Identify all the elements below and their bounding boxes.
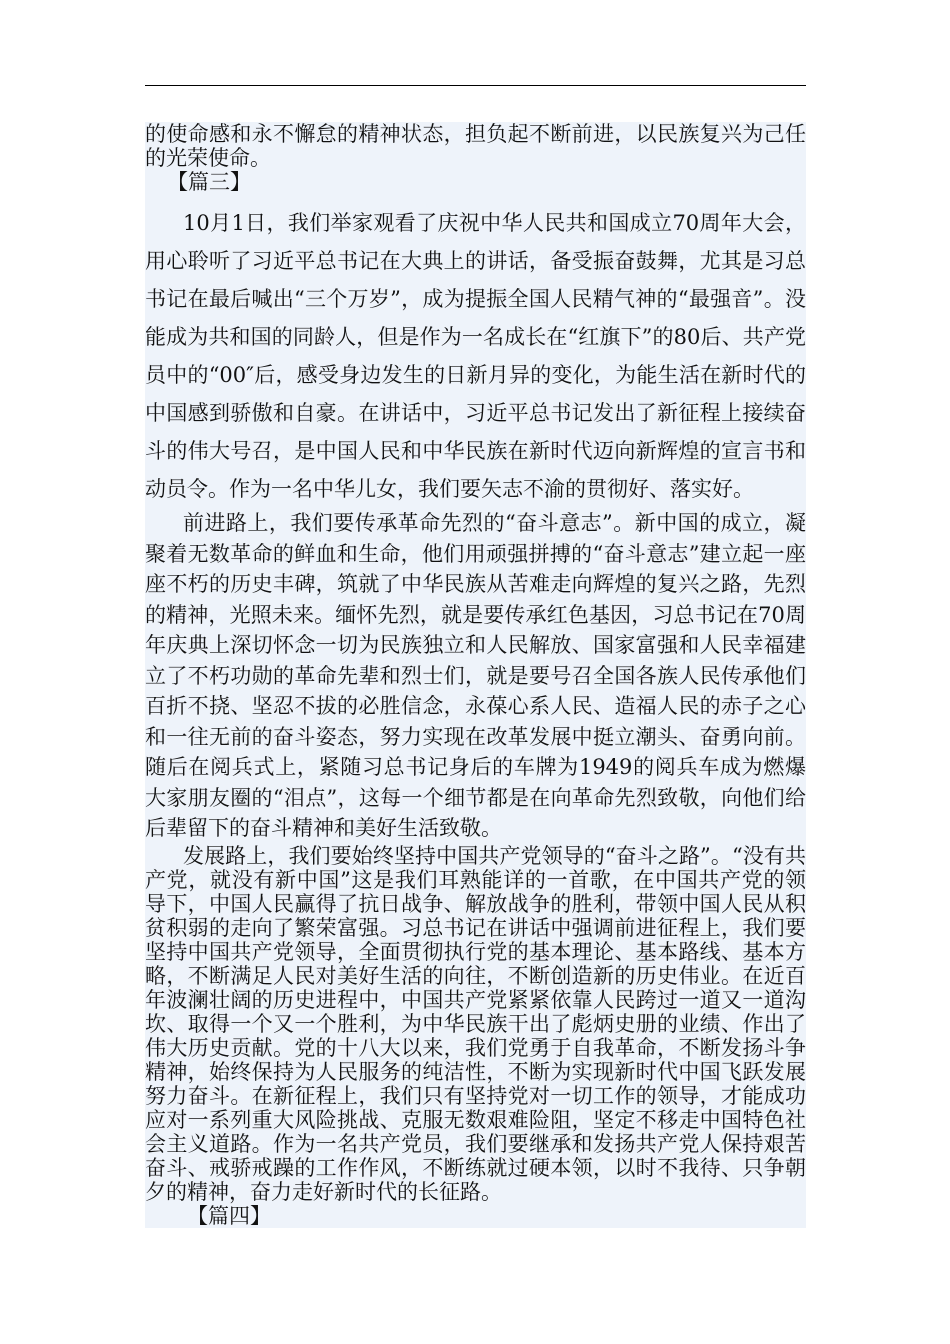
section-heading-3: 【篇三】 — [167, 170, 251, 194]
paragraph-2-text: 前进路上，我们要传承革命先烈的“奋斗意志”。新中国的成立，凝聚着无数革命的鲜血和生命，他们用顽强拼搏的“奋斗意志”建立起一座座不朽的历史丰碑，筑就了中华民族从苦难走向辉煌的复兴之路，先烈的精神，光照未来。缅怀先烈，就是要传承红色基因，习总书记在70周年庆典上深切怀念一切为民族独立和人民解放、国家富强和人民幸福建立了不朽功勋的革命先辈和烈士们，就是要号召全国各族人民传承他们百折不挠、坚忍不拔的必胜信念，永葆心系人民、造福人民的赤子之心和一往无前的奋斗姿态，努力实现在改革发展中挺立潮头、奋勇向前。随后在阅兵式上，紧随习总书记身后的车牌为1949的阅兵车成为燃爆大家朋友圈的“泪点”，这每一个细节都是在向革命先烈致敬，向他们给后辈留下的奋斗精神和美好生活致敬。 — [145, 511, 806, 840]
paragraph-1-text: 10月1日，我们举家观看了庆祝中华人民共和国成立70周年大会，用心聆听了习近平总书记在大典上的讲话，备受振奋鼓舞，尤其是习总书记在最后喊出“三个万岁”，成为提振全国人民精气神的“最强音”。没能成为共和国的同龄人，但是作为一名成长在“红旗下”的80后、共产党员中的“00″后，感受身边发生的日新月异的变化，为能生活在新时代的中国感到骄傲和自豪。在讲话中，习近平总书记发出了新征程上接续奋斗的伟大号召，是中国人民和中华民族在新时代迈向新辉煌的宣言书和动员令。作为一名中华儿女，我们要矢志不渝的贯彻好、落实好。 — [145, 211, 806, 501]
paragraph-1 — [145, 204, 806, 508]
continuation-paragraph: 的使命感和永不懈怠的精神状态，担负起不断前进，以民族复兴为己任的光荣使命。 — [145, 122, 806, 170]
section-heading-4: 【篇四】 — [187, 1203, 271, 1228]
paragraph-2 — [145, 508, 806, 844]
paragraph-3: 发展路上，我们要始终坚持中国共产党领导的“奋斗之路”。“没有共产党，就没有新中国”这是我们耳熟能详的一首歌，在中国共产党的领导下，中国人民赢得了抗日战争、解放战争的胜利，带领中国人民从积贫积弱的走向了繁荣富强。习总书记在讲话中强调前进征程上，我们要坚持中国共产党领导，全面贯彻执行党的基本理论、基本路线、基本方略，不断满足人民对美好生活的向往，不断创造新的历史伟业。在近百年波澜壮阔的历史进程中，中国共产党紧紧依靠人民跨过一道又一道沟坎、取得一个又一个胜利，为中华民族干出了彪炳史册的业绩、作出了伟大历史贡献。党的十八大以来，我们党勇于自我革命，不断发扬斗争精神，始终保持为人民服务的纯洁性，不断为实现新时代中国飞跃发展努力奋斗。在新征程上，我们只有坚持党对一切工作的领导，才能成功应对一系列重大风险挑战、克服无数艰难险阻，坚定不移走中国特色社会主义道路。作为一名共产党员，我们要继承和发扬共产党人保持艰苦奋斗、戒骄戒躁的工作作风，不断练就过硬本领，以时不我待、只争朝夕的精神，奋力走好新时代的长征路。 — [145, 843, 806, 1204]
document-body — [145, 122, 806, 1228]
header-rule — [145, 85, 806, 86]
